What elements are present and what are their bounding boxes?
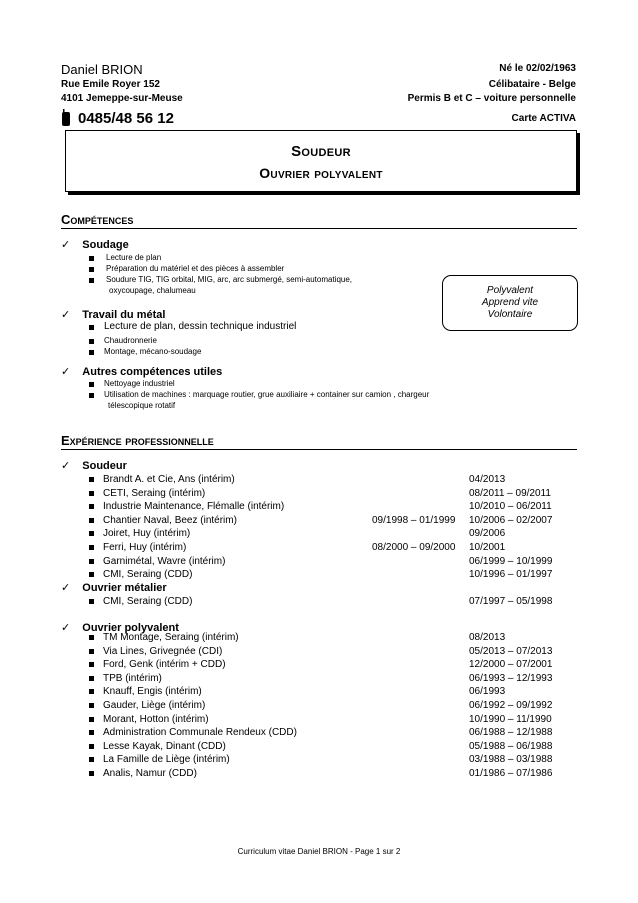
job-period: 10/2006 – 02/2007 bbox=[469, 514, 553, 526]
bullet-icon bbox=[89, 757, 94, 762]
job-group-label: Ouvrier polyvalent bbox=[82, 622, 179, 634]
skill-item: Préparation du matériel et des pièces à assembler bbox=[106, 264, 285, 273]
job-title-main: Soudeur bbox=[291, 143, 351, 160]
skill-item: Lecture de plan, dessin technique industriel bbox=[104, 321, 297, 332]
bullet-icon bbox=[89, 350, 94, 355]
job-period: 03/1988 – 03/1988 bbox=[469, 754, 553, 766]
job-period: 09/2006 bbox=[469, 528, 506, 540]
job-employer: Ferri, Huy (intérim) bbox=[103, 542, 187, 553]
job-period: 06/1993 bbox=[469, 686, 506, 698]
bullet-icon bbox=[89, 504, 94, 509]
job-employer: Industrie Maintenance, Flémalle (intérim) bbox=[103, 501, 285, 513]
section-heading-experience: Expérience professionnelle bbox=[61, 433, 577, 450]
address-street: Rue Emile Royer 152 bbox=[61, 79, 160, 90]
job-group-soudeur bbox=[61, 459, 127, 472]
bullet-icon bbox=[89, 477, 94, 482]
job-extra-period: 08/2000 – 09/2000 bbox=[372, 542, 456, 553]
job-row bbox=[89, 727, 569, 739]
skill-group-label: Soudage bbox=[82, 239, 129, 251]
job-employer: Chantier Naval, Beez (intérim) bbox=[103, 514, 237, 526]
skill-item: oxycoupage, chalumeau bbox=[109, 286, 196, 295]
bullet-icon bbox=[89, 662, 94, 667]
job-period: 12/2000 – 07/2001 bbox=[469, 659, 553, 671]
job-row bbox=[89, 569, 569, 581]
bullet-icon bbox=[89, 545, 94, 550]
job-employer: Analis, Namur (CDD) bbox=[103, 768, 197, 779]
job-row bbox=[89, 528, 569, 540]
skill-item: Nettoyage industriel bbox=[104, 379, 175, 388]
job-row bbox=[89, 659, 569, 671]
skill-group-autres bbox=[61, 365, 222, 378]
checkmark-icon: ✓ bbox=[61, 582, 71, 594]
bullet-icon bbox=[89, 599, 94, 604]
qualities-box bbox=[442, 275, 578, 331]
skill-group-label: Autres compétences utiles bbox=[82, 366, 223, 378]
phone-number: 0485/48 56 12 bbox=[78, 109, 174, 127]
section-heading-competences: Compétences bbox=[61, 212, 577, 229]
job-row bbox=[89, 673, 569, 685]
bullet-icon bbox=[89, 703, 94, 708]
quality-item: Polyvalent bbox=[486, 285, 534, 296]
job-employer: CMI, Seraing (CDD) bbox=[103, 596, 193, 607]
job-row bbox=[89, 556, 569, 568]
job-employer: Gauder, Liège (intérim) bbox=[103, 700, 206, 711]
bullet-icon bbox=[89, 730, 94, 735]
job-period: 10/2010 – 06/2011 bbox=[469, 501, 552, 513]
civil-status: Célibataire - Belge bbox=[488, 79, 576, 90]
job-period: 08/2011 – 09/2011 bbox=[469, 487, 551, 499]
phone-row bbox=[60, 109, 174, 127]
bullet-icon bbox=[89, 559, 94, 564]
job-row bbox=[89, 515, 569, 527]
job-row bbox=[89, 714, 569, 726]
job-title-sub: Ouvrier polyvalent bbox=[259, 165, 383, 181]
bullet-icon bbox=[89, 531, 94, 536]
job-row bbox=[89, 596, 569, 608]
skill-group-metal bbox=[61, 308, 165, 321]
job-employer: Brandt A. et Cie, Ans (intérim) bbox=[103, 474, 235, 485]
skill-item: Lecture de plan bbox=[106, 253, 162, 262]
job-employer: CMI, Seraing (CDD) bbox=[103, 569, 193, 581]
job-extra-period: 09/1998 – 01/1999 bbox=[372, 514, 456, 526]
job-group-label: Soudeur bbox=[82, 460, 127, 472]
bullet-icon bbox=[89, 325, 94, 330]
driving-licence: Permis B et C – voiture personnelle bbox=[407, 93, 576, 104]
skill-item: Chaudronnerie bbox=[104, 336, 157, 345]
job-period: 06/1992 – 09/1992 bbox=[469, 700, 553, 711]
job-employer: TPB (intérim) bbox=[103, 672, 162, 684]
bullet-icon bbox=[89, 267, 94, 272]
job-row bbox=[89, 686, 569, 698]
bullet-icon bbox=[89, 393, 94, 398]
job-row bbox=[89, 754, 569, 766]
job-row bbox=[89, 768, 569, 780]
job-employer: Morant, Hotton (intérim) bbox=[103, 713, 209, 725]
job-period: 04/2013 bbox=[469, 474, 506, 485]
job-period: 10/1990 – 11/1990 bbox=[469, 713, 552, 725]
bullet-icon bbox=[89, 256, 94, 261]
job-row bbox=[89, 474, 569, 486]
job-row bbox=[89, 741, 569, 753]
bullet-icon bbox=[89, 649, 94, 654]
checkmark-icon: ✓ bbox=[61, 460, 71, 472]
job-period: 05/2013 – 07/2013 bbox=[469, 645, 553, 657]
job-row bbox=[89, 501, 569, 513]
job-row bbox=[89, 632, 569, 644]
job-title-box bbox=[65, 130, 577, 192]
birth-date: Né le 02/02/1963 bbox=[499, 63, 576, 74]
job-row bbox=[89, 542, 569, 554]
job-employer: Via Lines, Grivegnée (CDI) bbox=[103, 645, 223, 657]
bullet-icon bbox=[89, 771, 94, 776]
bullet-icon bbox=[89, 339, 94, 344]
checkmark-icon: ✓ bbox=[61, 366, 71, 378]
job-employer: TM Montage, Seraing (intérim) bbox=[103, 632, 239, 643]
job-group-label: Ouvrier métalier bbox=[82, 582, 167, 594]
job-row bbox=[89, 488, 569, 500]
skill-item: Utilisation de machines : marquage routier, grue auxiliaire + container sur camion , chargeur bbox=[104, 390, 430, 399]
quality-item: Volontaire bbox=[487, 309, 533, 320]
bullet-icon bbox=[89, 572, 94, 577]
job-period: 08/2013 bbox=[469, 632, 506, 643]
candidate-name: Daniel BRION bbox=[61, 62, 143, 77]
checkmark-icon: ✓ bbox=[61, 622, 71, 634]
bullet-icon bbox=[89, 278, 94, 283]
mobile-phone-icon bbox=[60, 109, 72, 127]
job-period: 10/1996 – 01/1997 bbox=[469, 569, 553, 581]
bullet-icon bbox=[89, 744, 94, 749]
job-period: 10/2001 bbox=[469, 542, 506, 553]
quality-item: Apprend vite bbox=[481, 297, 539, 308]
skill-group-soudage bbox=[61, 238, 129, 251]
job-employer: Garnimétal, Wavre (intérim) bbox=[103, 555, 226, 567]
job-employer: CETI, Seraing (intérim) bbox=[103, 487, 206, 499]
bullet-icon bbox=[89, 717, 94, 722]
job-employer: Lesse Kayak, Dinant (CDD) bbox=[103, 740, 226, 752]
checkmark-icon: ✓ bbox=[61, 239, 71, 251]
job-row bbox=[89, 646, 569, 658]
job-employer: Joiret, Huy (intérim) bbox=[103, 528, 191, 540]
bullet-icon bbox=[89, 518, 94, 523]
job-period: 01/1986 – 07/1986 bbox=[469, 768, 553, 779]
page-footer: Curriculum vitae Daniel BRION - Page 1 sur 2 bbox=[237, 847, 401, 856]
job-period: 07/1997 – 05/1998 bbox=[469, 596, 553, 607]
address-city: 4101 Jemeppe-sur-Meuse bbox=[61, 93, 183, 104]
checkmark-icon: ✓ bbox=[61, 309, 71, 321]
bullet-icon bbox=[89, 491, 94, 496]
job-period: 05/1988 – 06/1988 bbox=[469, 740, 553, 752]
skill-item: télescopique rotatif bbox=[108, 401, 176, 410]
skill-item: Montage, mécano-soudage bbox=[104, 347, 202, 356]
job-period: 06/1999 – 10/1999 bbox=[469, 555, 553, 567]
job-row bbox=[89, 700, 569, 712]
job-period: 06/1993 – 12/1993 bbox=[469, 672, 553, 684]
bullet-icon bbox=[89, 676, 94, 681]
bullet-icon bbox=[89, 382, 94, 387]
skill-item: Soudure TIG, TIG orbital, MIG, arc, arc submergé, semi-automatique, bbox=[106, 275, 353, 284]
skill-group-label: Travail du métal bbox=[82, 309, 166, 321]
job-employer: Knauff, Engis (intérim) bbox=[103, 686, 202, 698]
bullet-icon bbox=[89, 689, 94, 694]
job-period: 06/1988 – 12/1988 bbox=[469, 727, 553, 739]
activa-card: Carte ACTIVA bbox=[511, 113, 576, 124]
job-employer: La Famille de Liège (intérim) bbox=[103, 754, 230, 766]
bullet-icon bbox=[89, 635, 94, 640]
job-employer: Ford, Genk (intérim + CDD) bbox=[103, 659, 226, 671]
job-group-metallier bbox=[61, 581, 167, 594]
job-employer: Administration Communale Rendeux (CDD) bbox=[103, 727, 297, 739]
